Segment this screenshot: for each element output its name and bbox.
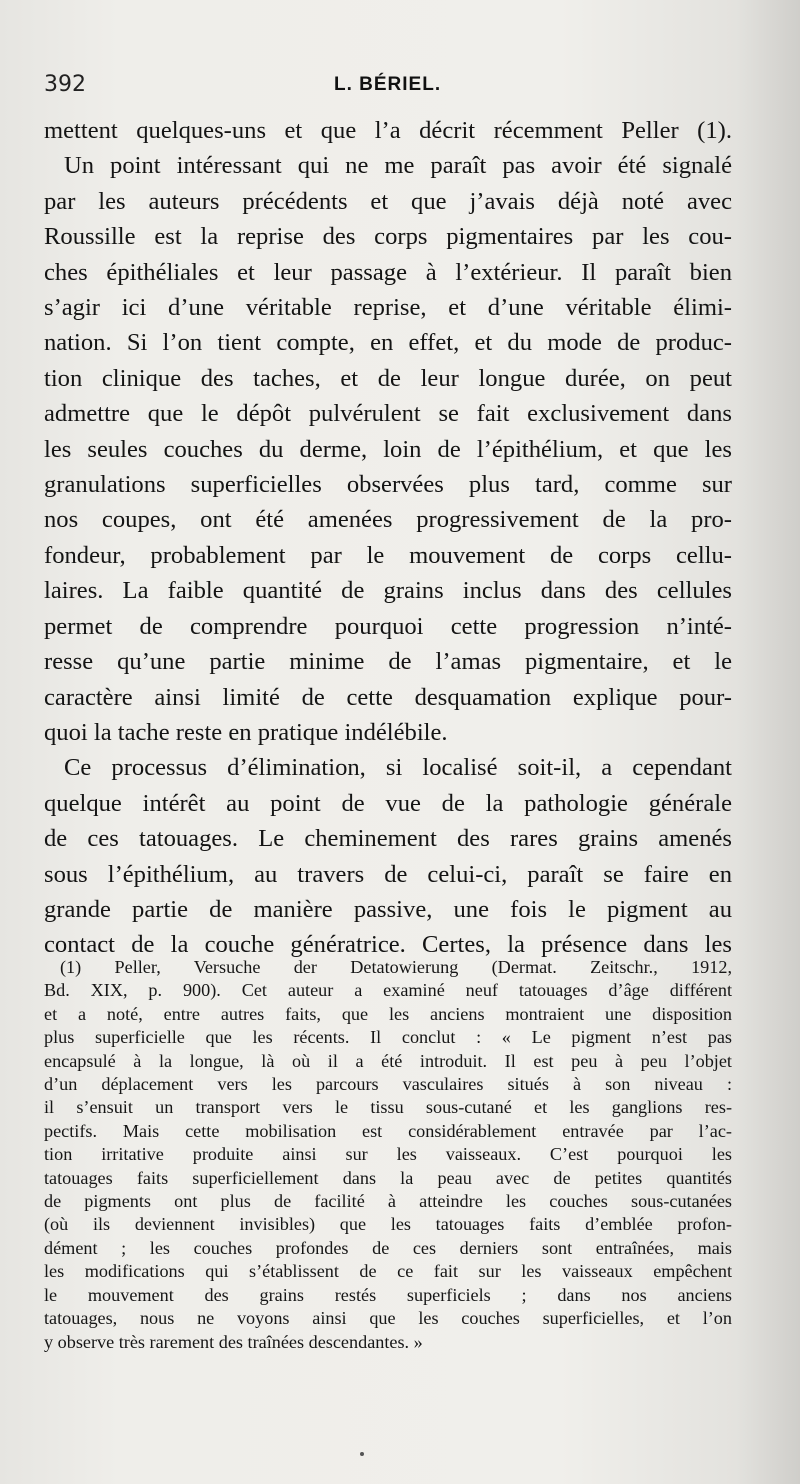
footnote-line: tatouages faits superficiellement dans la peau avec de petites quantités (44, 1167, 732, 1188)
text-line: sous l’épithélium, au travers de celui-ci, paraît se faire en (44, 860, 732, 888)
footnote-line: tatouages, nous ne voyons ainsi que les couches superficielles, et l’on (44, 1308, 732, 1329)
main-text (44, 113, 732, 963)
text-line: resse qu’une partie minime de l’amas pigmentaire, et le (44, 648, 732, 676)
print-speck (360, 1452, 364, 1456)
text-line: tion clinique des taches, et de leur longue durée, on peut (44, 364, 732, 392)
footnote-line: Bd. XIX, p. 900). Cet auteur a examiné neuf tatouages d’âge différent (44, 980, 732, 1001)
text-line: Un point intéressant qui ne me paraît pas avoir été signalé (64, 152, 732, 180)
text-line: grande partie de manière passive, une fois le pigment au (44, 895, 732, 923)
text-line: granulations superficielles observées plus tard, comme sur (44, 471, 732, 499)
footnote-line: il s’ensuit un transport vers le tissu sous-cutané et les ganglions res- (44, 1097, 732, 1118)
text-line: permet de comprendre pourquoi cette progression n’inté- (44, 612, 732, 640)
text-line: mettent quelques-uns et que l’a décrit récemment Peller (1). (44, 117, 732, 144)
text-line: par les auteurs précédents et que j’avais déjà noté avec (44, 187, 732, 215)
footnote-line: tion irritative produite ainsi sur les vaisseaux. C’est pourquoi les (44, 1144, 732, 1165)
text-line: Ce processus d’élimination, si localisé soit-il, a cependant (64, 754, 732, 782)
text-line: caractère ainsi limité de cette desquamation explique pour- (44, 683, 732, 711)
footnote-line: encapsulé à la longue, là où il a été introduit. Il est peu à peu l’objet (44, 1050, 732, 1071)
text-line: de ces tatouages. Le cheminement des rares grains amenés (44, 825, 732, 853)
footnote (44, 956, 732, 1354)
footnote-line: et a noté, entre autres faits, que les anciens montraient une disposition (44, 1003, 732, 1024)
text-line: fondeur, probablement par le mouvement de corps cellu- (44, 541, 732, 569)
running-title: L. BÉRIEL. (334, 74, 442, 95)
footnote-line: les modifications qui s’établissent de ce fait sur les vaisseaux empêchent (44, 1261, 732, 1282)
footnote-line: pectifs. Mais cette mobilisation est considérablement entravée par l’ac- (44, 1120, 732, 1141)
footnote-line: de pigments ont plus de facilité à atteindre les couches sous-cutanées (44, 1191, 732, 1212)
text-line: ches épithéliales et leur passage à l’extérieur. Il paraît bien (44, 258, 732, 286)
footnote-line: dément ; les couches profondes de ces derniers sont entraînées, mais (44, 1237, 732, 1258)
footnote-line: d’un déplacement vers les parcours vasculaires situés à son niveau : (44, 1074, 732, 1095)
footnote-line: y observe très rarement des traînées descendantes. » (44, 1331, 423, 1352)
text-line: Roussille est la reprise des corps pigmentaires par les cou- (44, 223, 732, 251)
text-line: nos coupes, ont été amenées progressivement de la pro- (44, 506, 732, 534)
footnote-line: plus superficielle que les récents. Il conclut : « Le pigment n’est pas (44, 1027, 732, 1048)
text-line: contact de la couche génératrice. Certes, la présence dans les (44, 931, 732, 959)
footnote-line: (où ils deviennent invisibles) que les tatouages faits d’emblée profon- (44, 1214, 732, 1235)
footnote-line: le mouvement des grains restés superficiels ; dans nos anciens (44, 1284, 732, 1305)
text-line: s’agir ici d’une véritable reprise, et d’une véritable élimi- (44, 294, 732, 322)
text-line: quelque intérêt au point de vue de la pathologie générale (44, 789, 732, 817)
text-line: quoi la tache reste en pratique indélébile. (44, 718, 448, 746)
text-line: laires. La faible quantité de grains inclus dans des cellules (44, 577, 732, 605)
text-line: nation. Si l’on tient compte, en effet, et du mode de produc- (44, 329, 732, 357)
page-header (44, 72, 744, 102)
page-number: 392 (44, 72, 86, 97)
footnote-line: (1) Peller, Versuche der Detatowierung (Dermat. Zeitschr., 1912, (60, 957, 732, 977)
text-line: admettre que le dépôt pulvérulent se fait exclusivement dans (44, 400, 732, 428)
text-line: les seules couches du derme, loin de l’épithélium, et que les (44, 435, 732, 463)
